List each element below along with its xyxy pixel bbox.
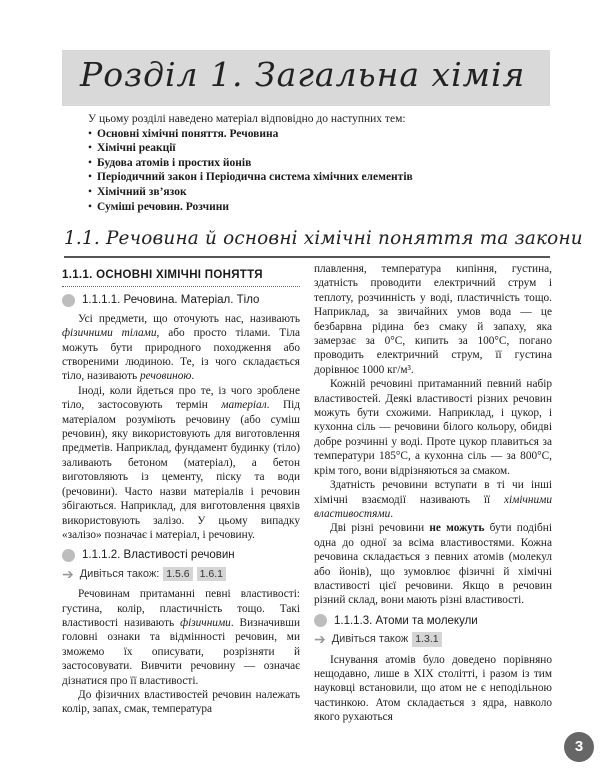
bullet-circle-icon <box>62 294 75 307</box>
section-title: 1.1. Речовина й основні хімічні поняття та закони <box>64 228 583 249</box>
topic-heading <box>62 293 300 307</box>
paragraph: Здатність речовини вступати в ті чи інші хімічні взаємодії називають її хімічними властивостями. <box>314 479 552 520</box>
see-also-link[interactable]: 1.5.6 <box>163 567 192 581</box>
topic-item: • Періодичний закон і Періодична система хімічних елементів <box>88 170 528 185</box>
paragraph: Речовинам притаманні певні властивості: густина, колір, пластичність тощо. Такі властивості називають фізичними. Визначивши головні ознаки та відмінності речовин, ми зможемо їх описувати, розрізняти й застосовувати. Вивчити речовину — означає дізнатися про її властивості. <box>62 588 301 687</box>
topic-list <box>88 127 528 215</box>
bullet-circle-icon <box>314 614 327 627</box>
left-column <box>62 262 300 717</box>
topic-item: • Хімічні реакції <box>88 141 528 156</box>
topic-heading <box>314 614 552 628</box>
subsection-heading: 1.1.1. ОСНОВНІ ХІМІЧНІ ПОНЯТТЯ <box>62 262 300 287</box>
paragraph: До фізичних властивостей речовин належать колір, запах, смак, температура <box>62 688 300 716</box>
paragraph: Існування атомів було доведено порівняно нещодавно, лише в XIX столітті, і разом із тим науковці встановили, що атом не є неподільною частинкою. Атом складається з ядра, навколо якого рухаються <box>314 653 552 724</box>
arrow-right-icon: ➔ <box>62 565 74 582</box>
topic-item: • Будова атомів і простих йонів <box>88 156 528 171</box>
section-rule <box>64 256 550 258</box>
topic-item: • Основні хімічні поняття. Речовина <box>88 127 528 142</box>
paragraph: Усі предмети, що оточують нас, називають фізичними тілами, або просто тілами. Тіла можуть бути природного походження або створеними людиною. Те, із чого складається тіло, називають речовиною. <box>62 312 300 383</box>
topic-heading-text: 1.1.1.1. Речовина. Матеріал. Тіло <box>82 294 260 307</box>
topic-heading-text: 1.1.1.2. Властивості речовин <box>82 549 235 562</box>
intro-lead: У цьому розділі наведено матеріал відповідно до наступних тем: <box>88 113 406 125</box>
topic-item: • Хімічний зв’язок <box>88 185 528 200</box>
topic-heading <box>62 548 300 562</box>
topic-heading-text: 1.1.1.3. Атоми та молекули <box>334 614 478 627</box>
see-also <box>62 567 300 581</box>
see-also-link[interactable]: 1.3.1 <box>412 632 441 646</box>
arrow-right-icon: ➔ <box>314 631 326 648</box>
right-column <box>314 262 552 725</box>
chapter-title: Розділ 1. Загальна хімія <box>80 55 526 94</box>
see-also <box>314 632 552 646</box>
chapter-intro <box>88 112 528 214</box>
paragraph: Кожній речовині притаманний певний набір властивостей. Деякі властивості різних речовин можуть бути схожими. Наприклад, і цукор, і кухонна сіль — речовини білого кольору, обидві добре розчинні у воді. Проте цукор плавиться за температури 185°C, а кухонна сіль — за 800°C, крім того, вони відрізняються за смаком. <box>314 378 552 477</box>
see-also-label: Дивіться також: <box>79 567 160 580</box>
paragraph: плавлення, температура кипіння, густина, здатність проводити електричний струм і теплоту, розчинність у воді, пластичність тощо. Наприклад, за звичайних умов вода — це безбарвна рідина без смаку й запаху, яка замерзає за 0°C, кипить за 100°C, погано проводить електричний струм, її густина дорівнює 1000 кг/м³. <box>314 263 552 376</box>
bullet-circle-icon <box>62 549 75 562</box>
paragraph: Іноді, коли йдеться про те, із чого зроблене тіло, застосовують термін матеріал. Під матеріалом розуміють речовину (або суміш речовин), яку використовують для виготовлення предметів. Наприклад, фундамент будинку (тіло) заливають бетоном (матеріал), а бетон виготовляють із цементу, піску та води (речовини). Часто назви матеріалів і речовин збігаються. Наприклад, для виготовлення цвяхів використовують залізо. У цьому випадку «залізо» позначає і матеріал, і речовину. <box>62 384 300 541</box>
paragraph: Дві різні речовини не можуть бути подібні одна до одної за всіма властивостями. Кожна речовина складається з певних атомів (молекул або йонів), що зумовлює фізичні й хімічні властивості цієї речовини. Якщо в речовин різний склад, вони мають різні властивості. <box>314 522 552 607</box>
see-also-link[interactable]: 1.6.1 <box>197 567 226 581</box>
page-number: 3 <box>564 732 594 762</box>
topic-item: • Суміші речовин. Розчини <box>88 200 528 215</box>
see-also-label: Дивіться також <box>331 633 409 646</box>
